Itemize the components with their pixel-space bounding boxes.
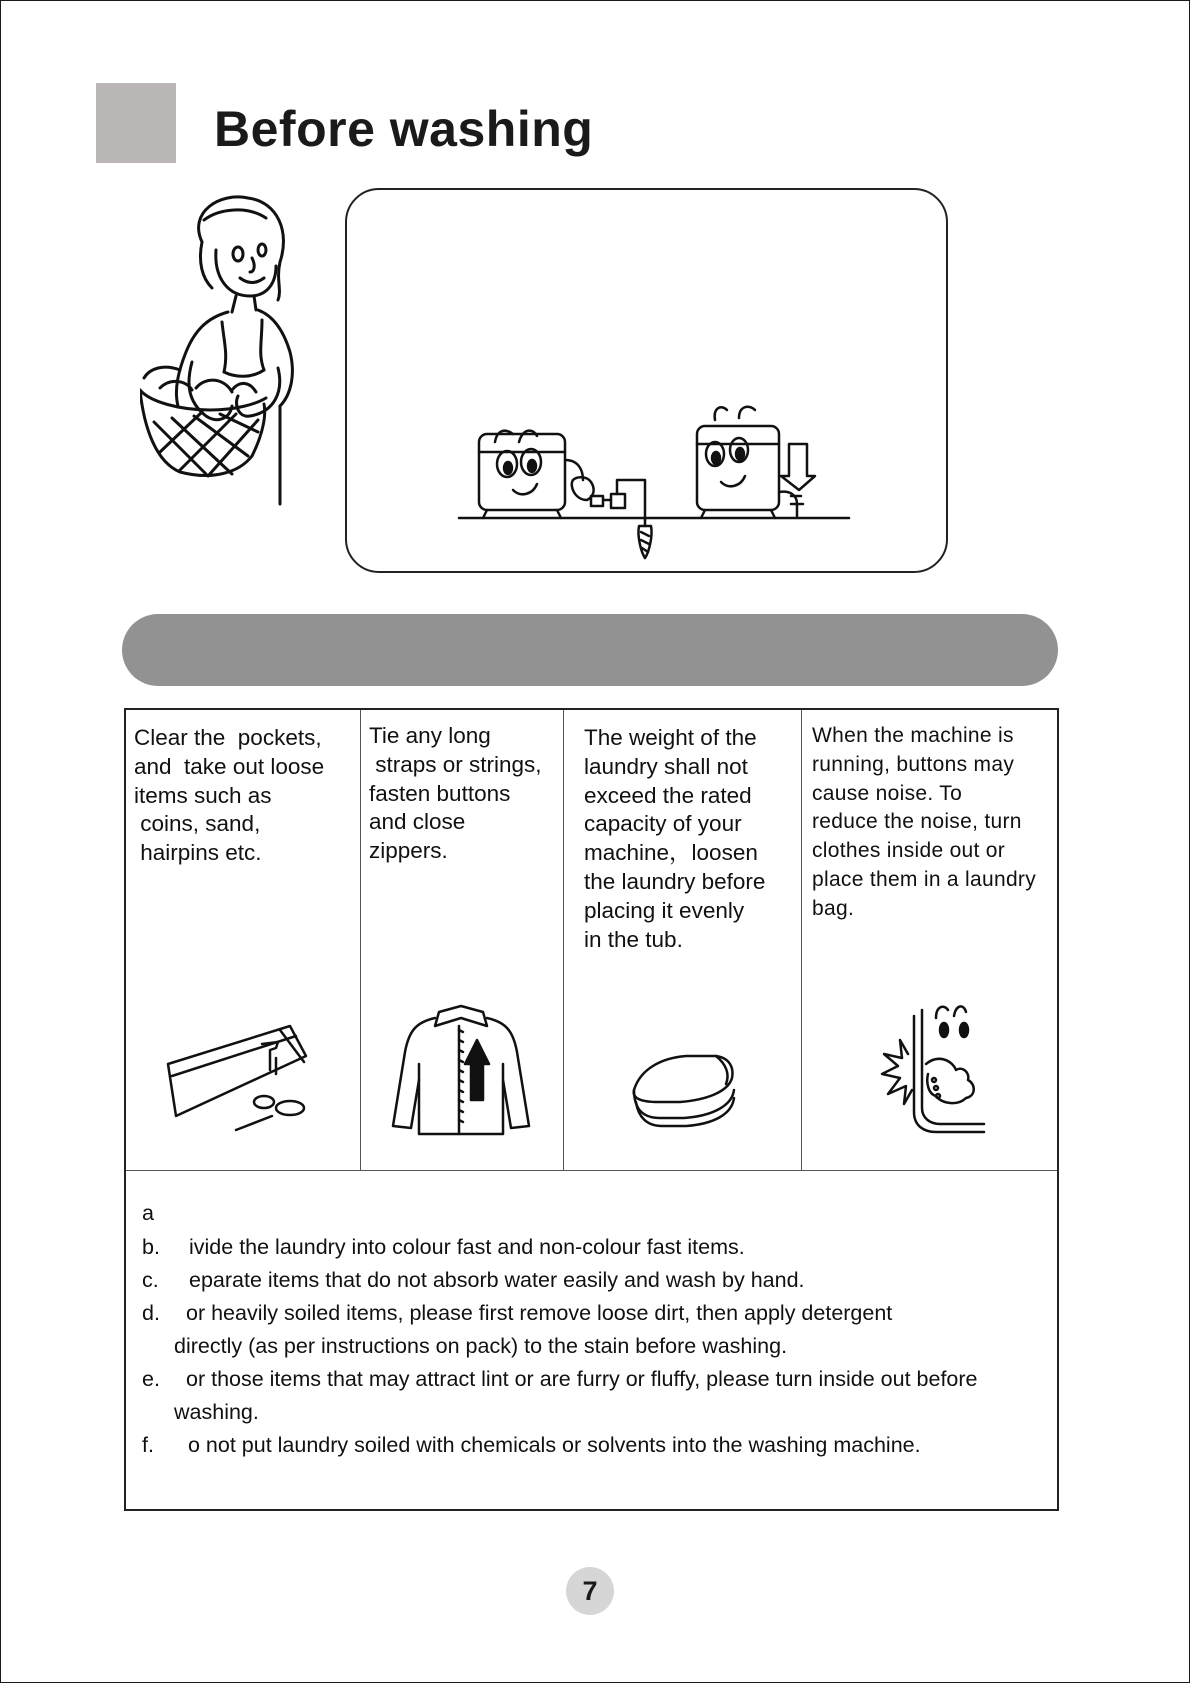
tip-card-text: When the machine is running, buttons may cause noise. To reduce the noise, turn clothes inside out or place them in a laundry bag. bbox=[812, 724, 1037, 920]
tip-card-straps bbox=[361, 710, 564, 1170]
title-color-block bbox=[96, 83, 176, 163]
tip-card-text: Clear the pockets, and take out loose items such as coins, sand, hairpins etc. bbox=[134, 725, 325, 866]
tip-letter: f. bbox=[142, 1433, 154, 1457]
tip-letter: d. bbox=[142, 1301, 160, 1325]
page-title: Before washing bbox=[214, 101, 594, 157]
tip-card-noise bbox=[802, 710, 1061, 1170]
tip-card-pockets bbox=[126, 710, 361, 1170]
tip-text: directly (as per instructions on pack) to the stain before washing. bbox=[174, 1334, 788, 1358]
installation-scene bbox=[347, 190, 950, 575]
tip-text: eparate items that do not absorb water easily and wash by hand. bbox=[189, 1268, 805, 1292]
tip-card-text: Tie any long straps or strings, fasten buttons and close zippers. bbox=[369, 723, 542, 864]
section-header-bar bbox=[122, 614, 1058, 686]
page-number: 7 bbox=[566, 1567, 614, 1615]
tip-text: or heavily soiled items, please first remove loose dirt, then apply detergent bbox=[186, 1301, 893, 1325]
tip-letter: c. bbox=[142, 1268, 159, 1292]
trouser-pocket-coins-icon bbox=[166, 1022, 316, 1132]
tip-letter: a bbox=[142, 1201, 154, 1225]
woman-with-laundry-basket-icon bbox=[140, 192, 305, 512]
tips-table bbox=[124, 708, 1059, 1511]
tip-letter: b. bbox=[142, 1235, 160, 1259]
shirt-zipper-icon bbox=[391, 1004, 531, 1140]
tip-text: washing. bbox=[174, 1400, 259, 1424]
table-row-divider bbox=[126, 1170, 1057, 1171]
tip-card-text: The weight of the laundry shall not exceed the rated capacity of your machine，loosen the laundry before placing it evenly in the tub. bbox=[584, 725, 766, 952]
tip-card-weight bbox=[564, 710, 802, 1170]
washing-machine-drain-hose-icon bbox=[697, 407, 815, 518]
tip-text: ivide the laundry into colour fast and non-colour fast items. bbox=[189, 1235, 745, 1259]
tip-text: o not put laundry soiled with chemicals or solvents into the washing machine. bbox=[188, 1433, 921, 1457]
tip-text: or those items that may attract lint or are furry or fluffy, please turn inside out before bbox=[186, 1367, 978, 1391]
hero-illustration-box bbox=[345, 188, 948, 573]
folded-laundry-icon bbox=[630, 1050, 740, 1130]
washing-machine-unplug-icon bbox=[479, 431, 652, 558]
machine-noise-icon bbox=[880, 1000, 990, 1140]
tip-letter: e. bbox=[142, 1367, 160, 1391]
